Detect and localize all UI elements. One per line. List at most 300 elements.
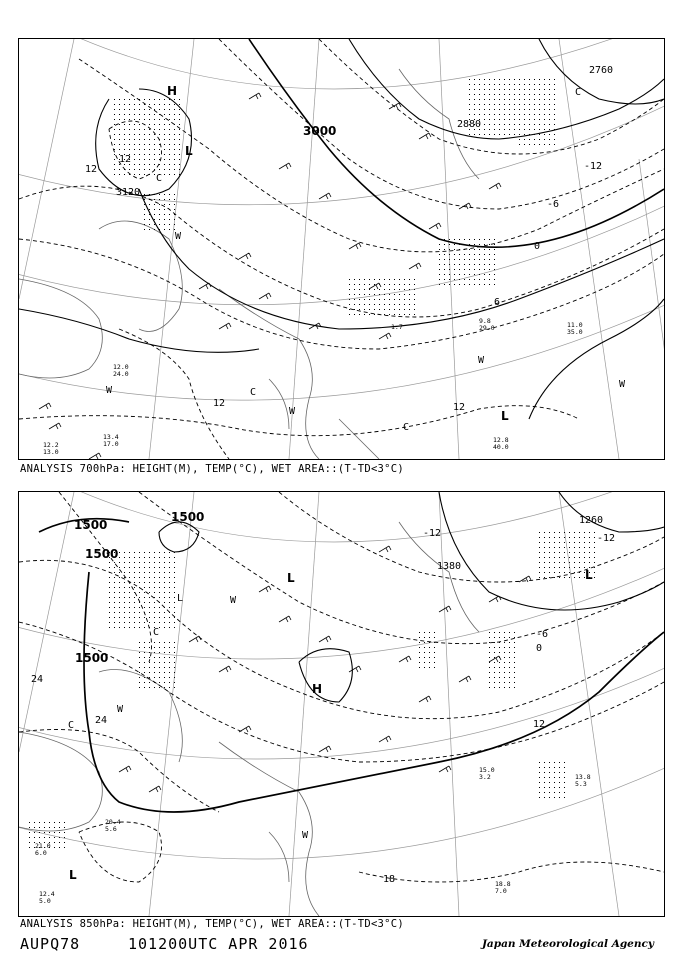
chart-datetime: 101200UTC APR 2016	[128, 935, 309, 953]
wet-dot	[144, 174, 145, 175]
wet-dot	[174, 199, 175, 200]
wet-dot	[544, 777, 545, 778]
wet-dot	[539, 139, 540, 140]
wet-dot	[174, 99, 175, 100]
wet-dot	[169, 104, 170, 105]
wet-dot	[369, 279, 370, 280]
wet-dot	[144, 572, 145, 573]
wet-dot	[394, 284, 395, 285]
wet-dot	[164, 557, 165, 558]
wet-dot	[359, 294, 360, 295]
wet-dot	[504, 642, 505, 643]
wet-dot	[569, 542, 570, 543]
wet-dot	[29, 832, 30, 833]
wet-dot	[449, 274, 450, 275]
wet-dot	[349, 304, 350, 305]
wet-dot	[594, 562, 595, 563]
wet-dot	[174, 144, 175, 145]
wet-dot	[514, 652, 515, 653]
wet-dot	[174, 562, 175, 563]
wet-dot	[169, 657, 170, 658]
wet-dot	[579, 557, 580, 558]
height-label-3000: 3000	[303, 124, 337, 138]
wet-dot	[109, 592, 110, 593]
wet-dot	[549, 777, 550, 778]
wind-barb	[439, 766, 451, 772]
wet-dot	[544, 104, 545, 105]
wet-dot	[149, 682, 150, 683]
wet-dot	[164, 682, 165, 683]
wet-dot	[134, 164, 135, 165]
wet-dot	[514, 119, 515, 120]
wet-dot	[144, 204, 145, 205]
wet-dot	[109, 627, 110, 628]
wet-dot	[154, 119, 155, 120]
wet-dot	[569, 547, 570, 548]
wet-dot	[564, 577, 565, 578]
wet-dot	[489, 632, 490, 633]
wet-dot	[539, 782, 540, 783]
wet-dot	[149, 219, 150, 220]
wet-dot	[114, 139, 115, 140]
wet-dot	[494, 239, 495, 240]
warm-marker: W	[175, 231, 182, 242]
wet-dot	[404, 279, 405, 280]
wet-dot	[514, 104, 515, 105]
wet-dot	[129, 567, 130, 568]
cold-marker: C	[68, 720, 75, 731]
wet-dot	[494, 652, 495, 653]
wet-dot	[494, 114, 495, 115]
wind-barb	[49, 423, 61, 429]
wet-dot	[544, 542, 545, 543]
wet-dot	[464, 269, 465, 270]
wet-dot	[549, 542, 550, 543]
wet-dot	[154, 617, 155, 618]
wet-dot	[529, 119, 530, 120]
wet-dot	[564, 777, 565, 778]
wet-dot	[134, 119, 135, 120]
wet-dot	[474, 94, 475, 95]
wet-dot	[364, 279, 365, 280]
wet-dot	[554, 124, 555, 125]
wet-dot	[494, 642, 495, 643]
wet-dot	[494, 244, 495, 245]
wet-dot	[494, 284, 495, 285]
wet-dot	[124, 109, 125, 110]
wet-dot	[564, 532, 565, 533]
wet-dot	[474, 134, 475, 135]
wind-barb	[489, 183, 501, 189]
wet-dot	[119, 119, 120, 120]
wet-dot	[539, 119, 540, 120]
wet-dot	[459, 239, 460, 240]
wet-dot	[129, 597, 130, 598]
wet-dot	[549, 792, 550, 793]
wet-dot	[509, 94, 510, 95]
wet-dot	[154, 672, 155, 673]
wet-dot	[474, 259, 475, 260]
wet-dot	[159, 662, 160, 663]
wet-dot	[474, 269, 475, 270]
wet-dot	[149, 144, 150, 145]
wet-dot	[144, 164, 145, 165]
wet-dot	[549, 557, 550, 558]
wet-dot	[554, 119, 555, 120]
wet-dot	[129, 617, 130, 618]
wet-dot	[154, 229, 155, 230]
wet-dot	[469, 94, 470, 95]
wet-dot	[154, 209, 155, 210]
wind-barb	[89, 453, 101, 459]
wet-dot	[444, 244, 445, 245]
wet-dot	[119, 587, 120, 588]
wet-dot	[174, 682, 175, 683]
wet-dot	[114, 174, 115, 175]
coastlines	[19, 69, 482, 459]
wet-dot	[354, 314, 355, 315]
wet-dot	[144, 677, 145, 678]
wet-dot	[539, 772, 540, 773]
wet-dot	[164, 169, 165, 170]
wet-dot	[554, 552, 555, 553]
wet-dot	[109, 587, 110, 588]
wet-dot	[564, 552, 565, 553]
wet-dot	[134, 114, 135, 115]
wet-dot	[529, 104, 530, 105]
wet-dot	[144, 602, 145, 603]
wet-dot	[454, 269, 455, 270]
wet-dot	[414, 314, 415, 315]
wet-dot	[374, 289, 375, 290]
wet-dot	[119, 557, 120, 558]
station-value: 12.4 5.0	[39, 890, 55, 905]
wet-dot	[154, 577, 155, 578]
wet-dot	[514, 687, 515, 688]
wet-dot	[509, 109, 510, 110]
wet-dot	[164, 159, 165, 160]
wet-dot	[44, 827, 45, 828]
wet-dot	[594, 577, 595, 578]
wet-dot	[464, 254, 465, 255]
wet-dot	[499, 94, 500, 95]
wet-dot	[494, 104, 495, 105]
wet-dot	[154, 662, 155, 663]
isotherms	[19, 39, 664, 459]
wet-dot	[164, 129, 165, 130]
wet-dot	[154, 104, 155, 105]
wet-dot	[494, 119, 495, 120]
wet-dot	[134, 577, 135, 578]
wet-dot	[529, 114, 530, 115]
wet-dot	[144, 582, 145, 583]
wind-barb	[249, 93, 261, 99]
wet-dot	[514, 677, 515, 678]
temp-label-24: 24	[31, 674, 44, 685]
wet-dot	[494, 682, 495, 683]
wet-dot	[494, 657, 495, 658]
wet-dot	[164, 672, 165, 673]
wet-dot	[364, 289, 365, 290]
wet-dot	[579, 537, 580, 538]
wet-dot	[499, 84, 500, 85]
wet-dot	[569, 552, 570, 553]
wet-dot	[149, 607, 150, 608]
wet-dot	[534, 139, 535, 140]
wet-dot	[144, 229, 145, 230]
wet-dot	[154, 139, 155, 140]
wind-barb	[419, 133, 431, 139]
wet-dot	[114, 154, 115, 155]
wet-dot	[114, 607, 115, 608]
wet-dot	[179, 109, 180, 110]
wet-dot	[49, 822, 50, 823]
wet-dot	[164, 164, 165, 165]
wet-dot	[564, 767, 565, 768]
wet-dot	[544, 772, 545, 773]
wet-dot	[544, 114, 545, 115]
wet-dot	[489, 134, 490, 135]
wet-dot	[434, 637, 435, 638]
wet-dot	[484, 129, 485, 130]
wet-dot	[144, 657, 145, 658]
wet-dot	[174, 587, 175, 588]
wet-dot	[499, 99, 500, 100]
wet-dot	[119, 134, 120, 135]
wet-dot	[124, 134, 125, 135]
wind-barb	[219, 323, 231, 329]
wet-dot	[584, 547, 585, 548]
wet-dot	[174, 572, 175, 573]
wet-dot	[124, 104, 125, 105]
wet-dot	[544, 84, 545, 85]
wet-dot	[404, 294, 405, 295]
wet-dot	[489, 672, 490, 673]
wet-dot	[574, 552, 575, 553]
panel-caption-700: ANALYSIS 700hPa: HEIGHT(M), TEMP(°C), WET AREA::(T-TD<3°C)	[20, 463, 405, 475]
wet-dot	[134, 169, 135, 170]
wet-dot	[479, 264, 480, 265]
wet-dot	[384, 279, 385, 280]
wet-dot	[549, 782, 550, 783]
wet-dot	[49, 832, 50, 833]
wet-dot	[154, 622, 155, 623]
wet-dot	[179, 99, 180, 100]
wet-dot	[449, 259, 450, 260]
wet-dot	[164, 657, 165, 658]
wet-dot	[139, 119, 140, 120]
wind-barb	[379, 736, 391, 742]
wet-dot	[504, 632, 505, 633]
wet-dot	[489, 637, 490, 638]
wet-dot	[174, 174, 175, 175]
wet-dot	[514, 667, 515, 668]
map-850hpa-svg	[19, 492, 664, 916]
wet-dot	[509, 657, 510, 658]
wet-dot	[554, 762, 555, 763]
wet-dot	[169, 557, 170, 558]
wet-dot	[139, 647, 140, 648]
wet-dot	[129, 592, 130, 593]
wet-dot	[594, 542, 595, 543]
wet-dot	[119, 104, 120, 105]
wet-dot	[159, 129, 160, 130]
wet-dot	[514, 114, 515, 115]
wind-barb	[389, 103, 401, 109]
wet-dot	[544, 762, 545, 763]
wet-dot	[539, 542, 540, 543]
wet-dot	[379, 309, 380, 310]
wet-dot	[454, 259, 455, 260]
wet-dot	[124, 114, 125, 115]
wet-dot	[144, 109, 145, 110]
wet-dot	[149, 572, 150, 573]
wet-dot	[539, 124, 540, 125]
wet-dot	[119, 567, 120, 568]
wet-dot	[479, 239, 480, 240]
wet-dot	[114, 602, 115, 603]
wet-dot	[479, 94, 480, 95]
wet-dot	[439, 244, 440, 245]
wet-dot	[119, 114, 120, 115]
wet-dot	[364, 299, 365, 300]
wind-barb	[419, 696, 431, 702]
wet-dot	[479, 259, 480, 260]
wet-dot	[484, 254, 485, 255]
wet-dot	[134, 622, 135, 623]
wet-dot	[509, 687, 510, 688]
wet-dot	[539, 547, 540, 548]
wet-dot	[489, 104, 490, 105]
wet-dot	[429, 662, 430, 663]
wet-dot	[349, 284, 350, 285]
wet-dot	[124, 149, 125, 150]
wet-dot	[109, 577, 110, 578]
wet-dot	[139, 672, 140, 673]
wet-dot	[144, 687, 145, 688]
wet-dot	[579, 532, 580, 533]
station-value: 20.4 5.6	[105, 818, 121, 833]
wind-barb	[399, 656, 411, 662]
low-marker: L	[185, 144, 193, 158]
wet-dot	[464, 274, 465, 275]
wet-dot	[129, 607, 130, 608]
wet-dot	[509, 134, 510, 135]
wet-dot	[549, 114, 550, 115]
wet-dot	[164, 552, 165, 553]
wet-dot	[149, 652, 150, 653]
wet-dot	[549, 797, 550, 798]
wet-dot	[169, 159, 170, 160]
wind-barb	[149, 786, 161, 792]
wet-dot	[159, 204, 160, 205]
wind-barb	[319, 636, 331, 642]
wet-dot	[519, 79, 520, 80]
wet-dot	[414, 284, 415, 285]
wet-dot	[574, 577, 575, 578]
wet-dot	[149, 582, 150, 583]
wet-dot	[504, 119, 505, 120]
wet-dot	[534, 119, 535, 120]
wet-dot	[134, 572, 135, 573]
wet-dot	[149, 667, 150, 668]
wet-dot	[139, 622, 140, 623]
wet-dot	[519, 109, 520, 110]
wet-dot	[144, 224, 145, 225]
wet-dot	[494, 254, 495, 255]
wet-dot	[149, 677, 150, 678]
wet-dot	[119, 602, 120, 603]
wet-dot	[549, 99, 550, 100]
wet-dot	[554, 782, 555, 783]
wet-dot	[174, 627, 175, 628]
wet-dot	[149, 124, 150, 125]
wet-dot	[109, 602, 110, 603]
wet-dot	[164, 119, 165, 120]
wet-dot	[399, 299, 400, 300]
wet-dot	[359, 284, 360, 285]
wet-dot	[544, 557, 545, 558]
wet-dot	[489, 259, 490, 260]
wind-barb	[459, 676, 471, 682]
wet-dot	[169, 164, 170, 165]
wet-dot	[399, 314, 400, 315]
wet-dot	[109, 612, 110, 613]
wet-dot	[164, 627, 165, 628]
wet-dot	[549, 767, 550, 768]
wet-dot	[109, 597, 110, 598]
wet-dot	[444, 279, 445, 280]
wet-dot	[154, 592, 155, 593]
wet-dot	[164, 612, 165, 613]
wet-dot	[414, 309, 415, 310]
wet-dot	[544, 124, 545, 125]
wet-dot	[559, 567, 560, 568]
wind-barb	[379, 333, 391, 339]
wet-dot	[504, 657, 505, 658]
wet-dot	[34, 832, 35, 833]
wet-dot	[489, 119, 490, 120]
wet-dot	[39, 832, 40, 833]
wet-dot	[159, 199, 160, 200]
wet-dot	[169, 144, 170, 145]
wet-dot	[469, 279, 470, 280]
wet-dot	[144, 647, 145, 648]
map-labels	[43, 65, 626, 456]
wet-dot	[554, 777, 555, 778]
wet-dot	[514, 134, 515, 135]
wet-dot	[414, 294, 415, 295]
wet-dot	[439, 274, 440, 275]
wet-dot	[159, 99, 160, 100]
wet-dot	[139, 667, 140, 668]
wet-dot	[469, 89, 470, 90]
wet-dot	[169, 592, 170, 593]
wet-dot	[514, 89, 515, 90]
wet-dot	[559, 792, 560, 793]
wet-dot	[474, 284, 475, 285]
wet-dot	[419, 642, 420, 643]
wet-dot	[479, 254, 480, 255]
wet-dot	[124, 587, 125, 588]
wet-dot	[399, 284, 400, 285]
wet-dot	[504, 682, 505, 683]
wet-dot	[114, 587, 115, 588]
height-label-1500: 1500	[85, 547, 119, 561]
wet-dot	[474, 254, 475, 255]
wet-dot	[164, 597, 165, 598]
wet-dot	[519, 124, 520, 125]
